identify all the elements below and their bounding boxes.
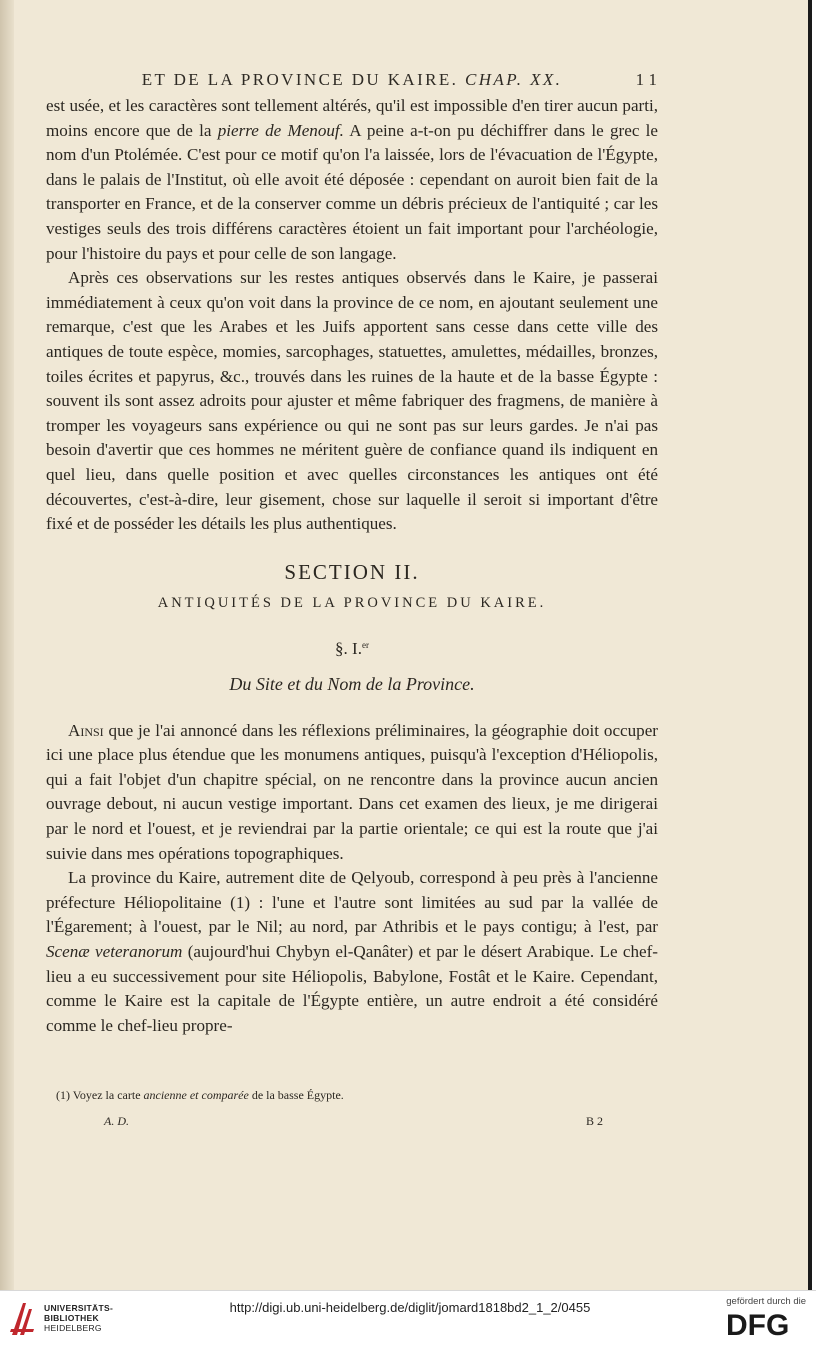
section-heading: SECTION II. xyxy=(284,559,420,584)
running-head xyxy=(46,70,658,96)
paragraph-3-text: que je l'ai annoncé dans les réflexions préliminaires, la géographie doit occuper ici une place plus étendue que les monumens antiques, puisqu'à l'exception d'Héliopolis, qui a fait l'objet d'un chapitre spécial, on ne rencontre dans la province aucun ancien ouvrage debout, ni aucun vestige important. Dans cet examen des lieux, je me dirigerai par le nord et l'ouest, et je reviendrai par la partie orientale; ce qui est la route que j'ai suivie dans mes opérations topographiques. xyxy=(46,720,658,863)
paragraph-4-end: (aujourd'hui Chybyn el-Qanâter) et par le désert Arabique. Le chef-lieu a eu successivement pour site Héliopolis, Babylone, Fostât et le Kaire. Cependant, comme le Kaire est la capitale de l'Égypte entière, un autre endroit a été considéré comme le chef-lieu propre- xyxy=(46,942,658,1035)
footnote xyxy=(56,1088,616,1103)
library-name-line-2: BIBLIOTHEK xyxy=(44,1313,99,1323)
body-text xyxy=(46,94,658,1038)
paragraph-1-emphasis: pierre de Menouf. xyxy=(217,120,344,140)
section-subheading: ANTIQUITÉS DE LA PROVINCE DU KAIRE. xyxy=(157,594,547,611)
paragraph-title: Du Site et du Nom de la Province. xyxy=(229,673,475,694)
paragraph-mark-superscript: er xyxy=(361,639,369,650)
paragraph-1-end: A peine a-t-on pu déchiffrer dans le grec le nom d'un Ptolémée. C'est pour ce motif qu'on l'a laissée, lors de l'évacuation de l'Égypte, dans le palais de l'Institut, où elle avoit été déposée : cependant on auroit bien fait de la transporter en France, et de la conserver comme un débris précieux de l'antiquité ; car les vestiges seuls des trois différens caractères étoient un fait important pour l'archéologie, pour l'histoire du pays et pour celle de son langage. xyxy=(46,120,658,263)
funding-label: gefördert durch die xyxy=(726,1296,806,1307)
footnote-end: de la basse Égypte. xyxy=(248,1088,344,1102)
viewer-footer xyxy=(0,1290,816,1348)
paragraph-1 xyxy=(46,94,658,266)
footnote-start: (1) Voyez la carte xyxy=(56,1088,144,1102)
paragraph-4-start: La province du Kaire, autrement dite de Qelyoub, correspond à peu près à l'ancienne préfecture Héliopolitaine (1) : l'une et l'autre sont limitées au sud par la vallée de l'Égarement; à l'ouest, par le Nil; au nord, par Athribis et le pays contigu; à l'est, par xyxy=(46,868,658,937)
paragraph-mark-text: §. I. xyxy=(335,638,362,658)
ub-heidelberg-logo-icon[interactable] xyxy=(8,1299,38,1339)
page-gutter-shadow xyxy=(0,0,14,1290)
paragraph-3 xyxy=(46,719,658,867)
library-name-line-3: HEIDELBERG xyxy=(44,1323,102,1333)
library-name[interactable] xyxy=(44,1303,113,1333)
paragraph-2: Après ces observations sur les restes antiques observés dans le Kaire, je passerai immédiatement à ceux qu'on voit dans la province de ce nom, en ajoutant seulement une remarque, c'est que les Arabes et les Juifs apportent sans cesse dans cette ville des antiques de toute espèce, momies, sarcophages, statuettes, amulettes, médailles, bronzes, toiles écrites et papyrus, &c., trouvés dans les ruines de la haute et de la basse Égypte : souvent ils sont assez adroits pour ajuster et même fabriquer des fragmens, de manière à tromper les voyageurs sans expérience ou qui ne sont pas sur leurs gardes. Je n'ai pas besoin d'avertir que ces hommes ne méritent guère de confiance quand ils indiquent en quel lieu, dans quelle position et avec quelles circonstances les antiques ont été découvertes, c'est-à-dire, leur gisement, chose sur laquelle il seroit si important d'être fixé et de posséder les détails les plus authentiques. xyxy=(46,268,658,534)
paragraph-1-start: est usée, et les caractères sont tellement altérés, qu'il est impossible d'en tirer aucun parti, moins encore que de la xyxy=(46,96,658,140)
signature-mark-right: B 2 xyxy=(586,1114,604,1128)
running-head-title: ET DE LA PROVINCE DU KAIRE. xyxy=(141,70,459,89)
page-number: 11 xyxy=(635,70,662,89)
signature-mark-left: A. D. xyxy=(104,1114,129,1128)
paragraph-3-initial-word: Ainsi xyxy=(68,720,104,740)
paragraph-4-emphasis: Scenæ veteranorum xyxy=(46,942,183,962)
dfg-logo[interactable]: DFG xyxy=(726,1309,790,1342)
permalink-url[interactable]: http://digi.ub.uni-heidelberg.de/diglit/jomard1818bd2_1_2/0455 xyxy=(229,1300,591,1315)
running-head-chapter: CHAP. XX. xyxy=(465,70,563,89)
library-name-line-1: UNIVERSITÄTS- xyxy=(44,1303,114,1313)
paragraph-4 xyxy=(46,866,658,1038)
footnote-emphasis: ancienne et comparée xyxy=(143,1088,249,1102)
paragraph-mark xyxy=(46,633,658,661)
